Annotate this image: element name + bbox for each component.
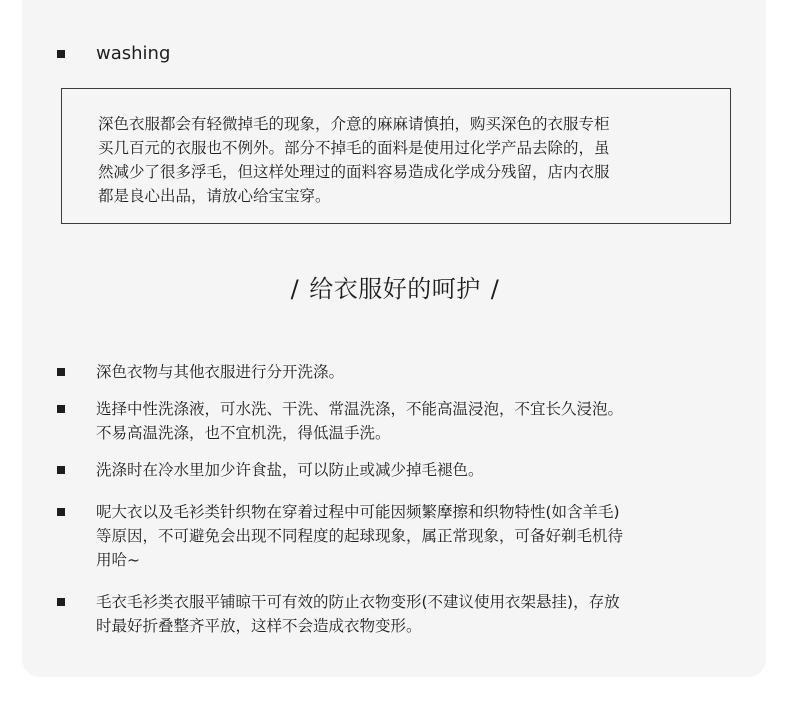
title-slash-left: / xyxy=(290,275,300,303)
heading-label: washing xyxy=(96,43,171,64)
title-slash-right: / xyxy=(490,275,500,303)
care-line: 时最好折叠整齐平放，这样不会造成衣物变形。 xyxy=(96,617,422,635)
notice-line: 深色衣服都会有轻微掉毛的现象，介意的麻麻请慎拍，购买深色的衣服专柜 xyxy=(98,115,610,133)
notice-line: 买几百元的衣服也不例外。部分不掉毛的面料是使用过化学产品去除的，虽 xyxy=(98,139,610,157)
care-list xyxy=(57,360,717,651)
square-bullet-icon xyxy=(57,466,65,474)
care-line: 等原因，不可避免会出现不同程度的起球现象，属正常现象，可备好剃毛机待 xyxy=(96,527,624,545)
care-text xyxy=(96,360,716,384)
care-line: 呢大衣以及毛衫类针织物在穿着过程中可能因频繁摩擦和织物特性(如含羊毛) xyxy=(96,503,620,521)
square-bullet-icon xyxy=(57,50,65,58)
square-bullet-icon xyxy=(57,598,65,606)
notice-line: 都是良心出品，请放心给宝宝穿。 xyxy=(98,187,331,205)
care-line: 深色衣物与其他衣服进行分开洗涤。 xyxy=(96,363,345,381)
notice-text xyxy=(98,112,694,208)
list-item xyxy=(57,590,717,638)
square-bullet-icon xyxy=(57,368,65,376)
square-bullet-icon xyxy=(57,405,65,413)
list-item xyxy=(57,500,717,572)
notice-line: 然减少了很多浮毛，但这样处理过的面料容易造成化学成分残留，店内衣服 xyxy=(98,163,610,181)
care-text xyxy=(96,458,716,482)
notice-box xyxy=(61,88,731,224)
section-title-text: 给衣服好的呵护 xyxy=(309,275,481,303)
section-title xyxy=(0,272,790,306)
square-bullet-icon xyxy=(57,508,65,516)
care-line: 用哈~ xyxy=(96,551,140,569)
list-item xyxy=(57,397,717,445)
care-text xyxy=(96,397,716,445)
care-line: 不易高温洗涤，也不宜机洗，得低温手洗。 xyxy=(96,424,391,442)
care-line: 洗涤时在冷水里加少许食盐，可以防止或减少掉毛褪色。 xyxy=(96,461,484,479)
care-line: 选择中性洗涤液，可水洗、干洗、常温洗涤，不能高温浸泡，不宜长久浸泡。 xyxy=(96,400,624,418)
care-line: 毛衣毛衫类衣服平铺晾干可有效的防止衣物变形(不建议使用衣架悬挂)，存放 xyxy=(96,593,620,611)
list-item xyxy=(57,458,717,482)
washing-heading xyxy=(57,43,170,65)
list-item xyxy=(57,360,717,384)
care-text xyxy=(96,500,716,572)
care-text xyxy=(96,590,716,638)
